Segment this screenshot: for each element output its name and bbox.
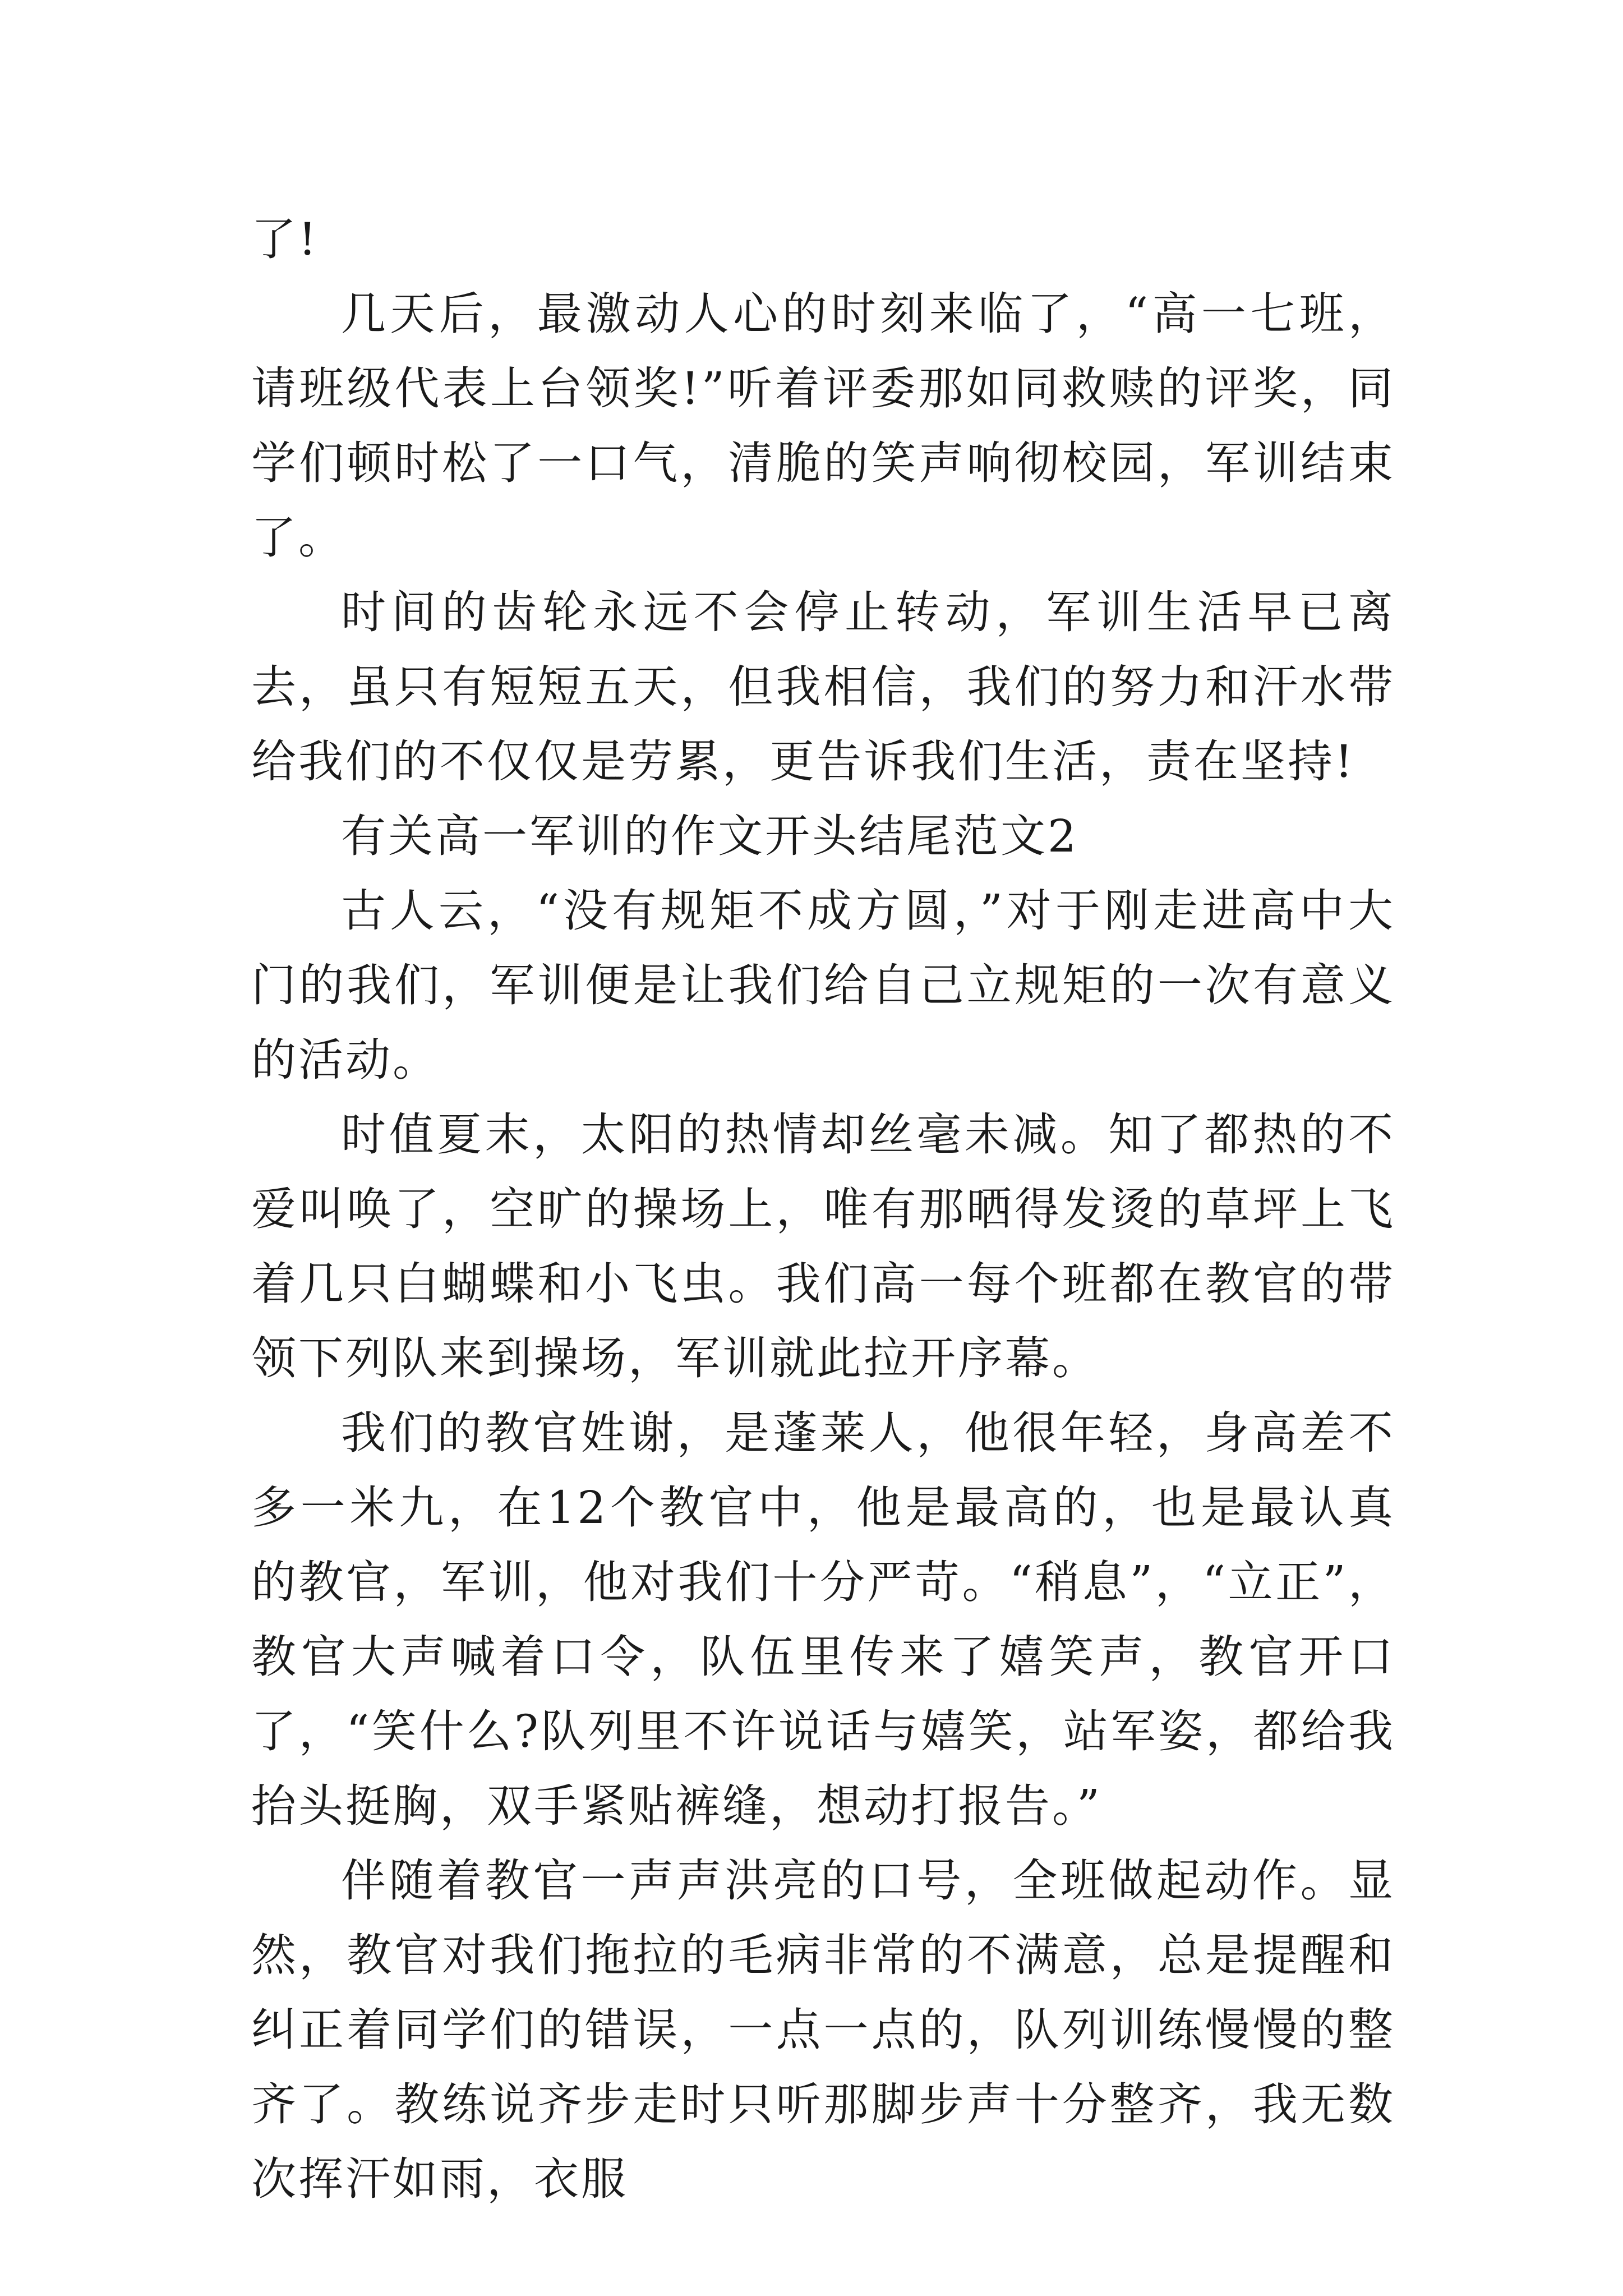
document-body <box>251 202 1395 2216</box>
paragraph-continuation: 了! <box>251 213 319 265</box>
paragraph-opening: 古人云，“没有规矩不成方圆，”对于刚走进高中大门的我们，军训便是让我们给自己立规矩的一次有意义的活动。 <box>251 885 1395 1086</box>
essay-title: 有关高一军训的作文开头结尾范文2 <box>341 810 1078 862</box>
paragraph-reflection: 时间的齿轮永远不会停止转动，军训生活早已离去，虽只有短短五天，但我相信，我们的努力和汗水带给我们的不仅仅是劳累，更告诉我们生活，责在坚持! <box>251 586 1395 788</box>
paragraph-award-ceremony: 几天后，最激动人心的时刻来临了，“高一七班，请班级代表上台领奖!”听着评委那如同救赎的评奖，同学们顿时松了一口气，清脆的笑声响彻校园，军训结束了。 <box>251 288 1395 564</box>
paragraph-drill: 伴随着教官一声声洪亮的口号，全班做起动作。显然，教官对我们拖拉的毛病非常的不满意，总是提醒和纠正着同学们的错误，一点一点的，队列训练慢慢的整齐了。教练说齐步走时只听那脚步声十分整齐，我无数次挥汗如雨，衣服 <box>251 1855 1395 2205</box>
paragraph-summer-scene: 时值夏末，太阳的热情却丝毫未减。知了都热的不爱叫唤了，空旷的操场上，唯有那晒得发烫的草坪上飞着几只白蝴蝶和小飞虫。我们高一每个班都在教官的带领下列队来到操场，军训就此拉开序幕。 <box>251 1108 1395 1384</box>
paragraph-instructor: 我们的教官姓谢，是蓬莱人，他很年轻，身高差不多一米九，在12个教官中，他是最高的，也是最认真的教官，军训，他对我们十分严苛。“稍息”，“立正”，教官大声喊着口令，队伍里传来了嬉笑声，教官开口了，“笑什么?队列里不许说话与嬉笑，站军姿，都给我抬头挺胸，双手紧贴裤缝，想动打报告。” <box>251 1407 1395 1832</box>
